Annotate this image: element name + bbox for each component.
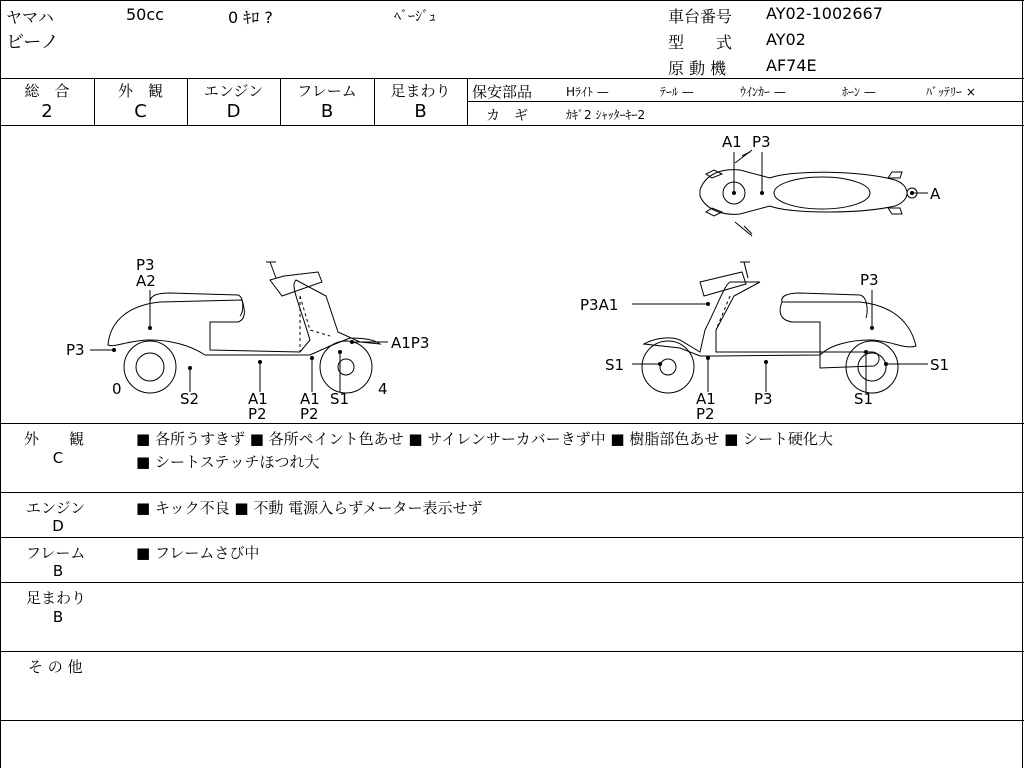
displacement: 50cc <box>126 5 164 24</box>
section-label: 外 観 <box>24 430 85 448</box>
diag-label: A1 <box>248 390 268 408</box>
diag-label: S1 <box>854 390 874 408</box>
section-label: エンジン <box>26 499 86 517</box>
section-note: ■ キック不良 ■ 不動 電源入らずメーター表示せず <box>136 499 483 517</box>
diag-label: 4 <box>378 380 388 398</box>
section-grade: B <box>52 562 64 580</box>
odometer: 0 ｷﾛ ? <box>228 8 273 27</box>
diag-label: A2 <box>136 272 156 290</box>
diag-label: 0 <box>112 380 122 398</box>
chassis-label: 車台番号 <box>668 7 733 26</box>
diag-label: A1P3 <box>391 334 430 352</box>
section-grade: B <box>52 608 64 626</box>
diag-label: P3 <box>860 271 879 289</box>
safety-label: 保安部品 <box>472 83 533 101</box>
type-label: 型 式 <box>668 33 733 52</box>
grade-total-label: 総 合 <box>24 82 70 100</box>
key-value: ｶｷﾞ2 ｼｬｯﾀｰｷｰ2 <box>566 108 646 122</box>
grade-exterior-value: C <box>134 101 147 122</box>
diag-label: P3 <box>66 341 85 359</box>
diag-label: P2 <box>248 405 267 423</box>
diag-label: A1 <box>722 133 742 151</box>
body-color: ﾍﾞｰｼﾞｭ <box>394 9 436 25</box>
safety-item-winker: ｳｲﾝｶｰ — <box>740 85 786 99</box>
grade-engine-value: D <box>226 101 241 122</box>
diag-label: P2 <box>300 405 319 423</box>
grade-suspension-label: 足まわり <box>390 82 451 100</box>
scooter-top-view <box>700 150 928 236</box>
damage-labels <box>66 133 949 423</box>
damage-diagram <box>0 126 1024 423</box>
diag-label: S2 <box>180 390 200 408</box>
diag-label: P3 <box>136 256 155 274</box>
grade-engine-label: エンジン <box>203 82 264 100</box>
section-note: ■ フレームさび中 <box>136 544 260 562</box>
section-grade: C <box>52 449 64 467</box>
section-label: フレーム <box>26 544 86 562</box>
diag-label: P2 <box>696 405 715 423</box>
grade-frame-value: B <box>320 101 334 122</box>
diag-label: A1 <box>300 390 320 408</box>
maker: ヤマハ <box>6 8 54 27</box>
diag-label: A <box>930 185 941 203</box>
safety-item-tail: ﾃｰﾙ — <box>660 85 694 99</box>
grade-suspension-value: B <box>414 101 427 122</box>
diag-label: S1 <box>330 390 350 408</box>
engine-value: AF74E <box>766 56 817 75</box>
model-name: ビーノ <box>6 32 59 53</box>
type-value: AY02 <box>766 30 806 49</box>
chassis-value: AY02-1002667 <box>766 4 883 23</box>
grade-frame-label: フレーム <box>297 82 357 100</box>
key-label: カ ギ <box>486 108 528 124</box>
scooter-right-view <box>632 262 928 393</box>
section-label: 足まわり <box>26 589 87 607</box>
diag-label: S1 <box>930 356 950 374</box>
grade-exterior-label: 外 観 <box>117 82 163 100</box>
section-note: ■ シートステッチほつれ大 <box>136 453 320 471</box>
diag-label: P3 <box>752 133 771 151</box>
diag-label: P3 <box>754 390 773 408</box>
diag-label: S1 <box>605 356 625 374</box>
section-note: ■ 各所うすきず ■ 各所ペイント色あせ ■ サイレンサーカバーきず中 ■ 樹脂部色あせ ■ シート硬化大 <box>136 430 834 448</box>
grade-total-value: 2 <box>41 101 53 122</box>
scooter-left-view <box>90 262 388 393</box>
section-grade: D <box>52 517 64 535</box>
diag-label: A1 <box>696 390 716 408</box>
safety-item-battery: ﾊﾞｯﾃﾘｰ × <box>926 85 976 99</box>
diag-label: P3A1 <box>580 296 619 314</box>
safety-item-headlight: Hﾗｲﾄ — <box>566 85 609 99</box>
section-label: そ の 他 <box>28 658 83 676</box>
engine-label: 原 動 機 <box>668 59 727 78</box>
safety-item-horn: ﾎｰﾝ — <box>842 85 876 99</box>
